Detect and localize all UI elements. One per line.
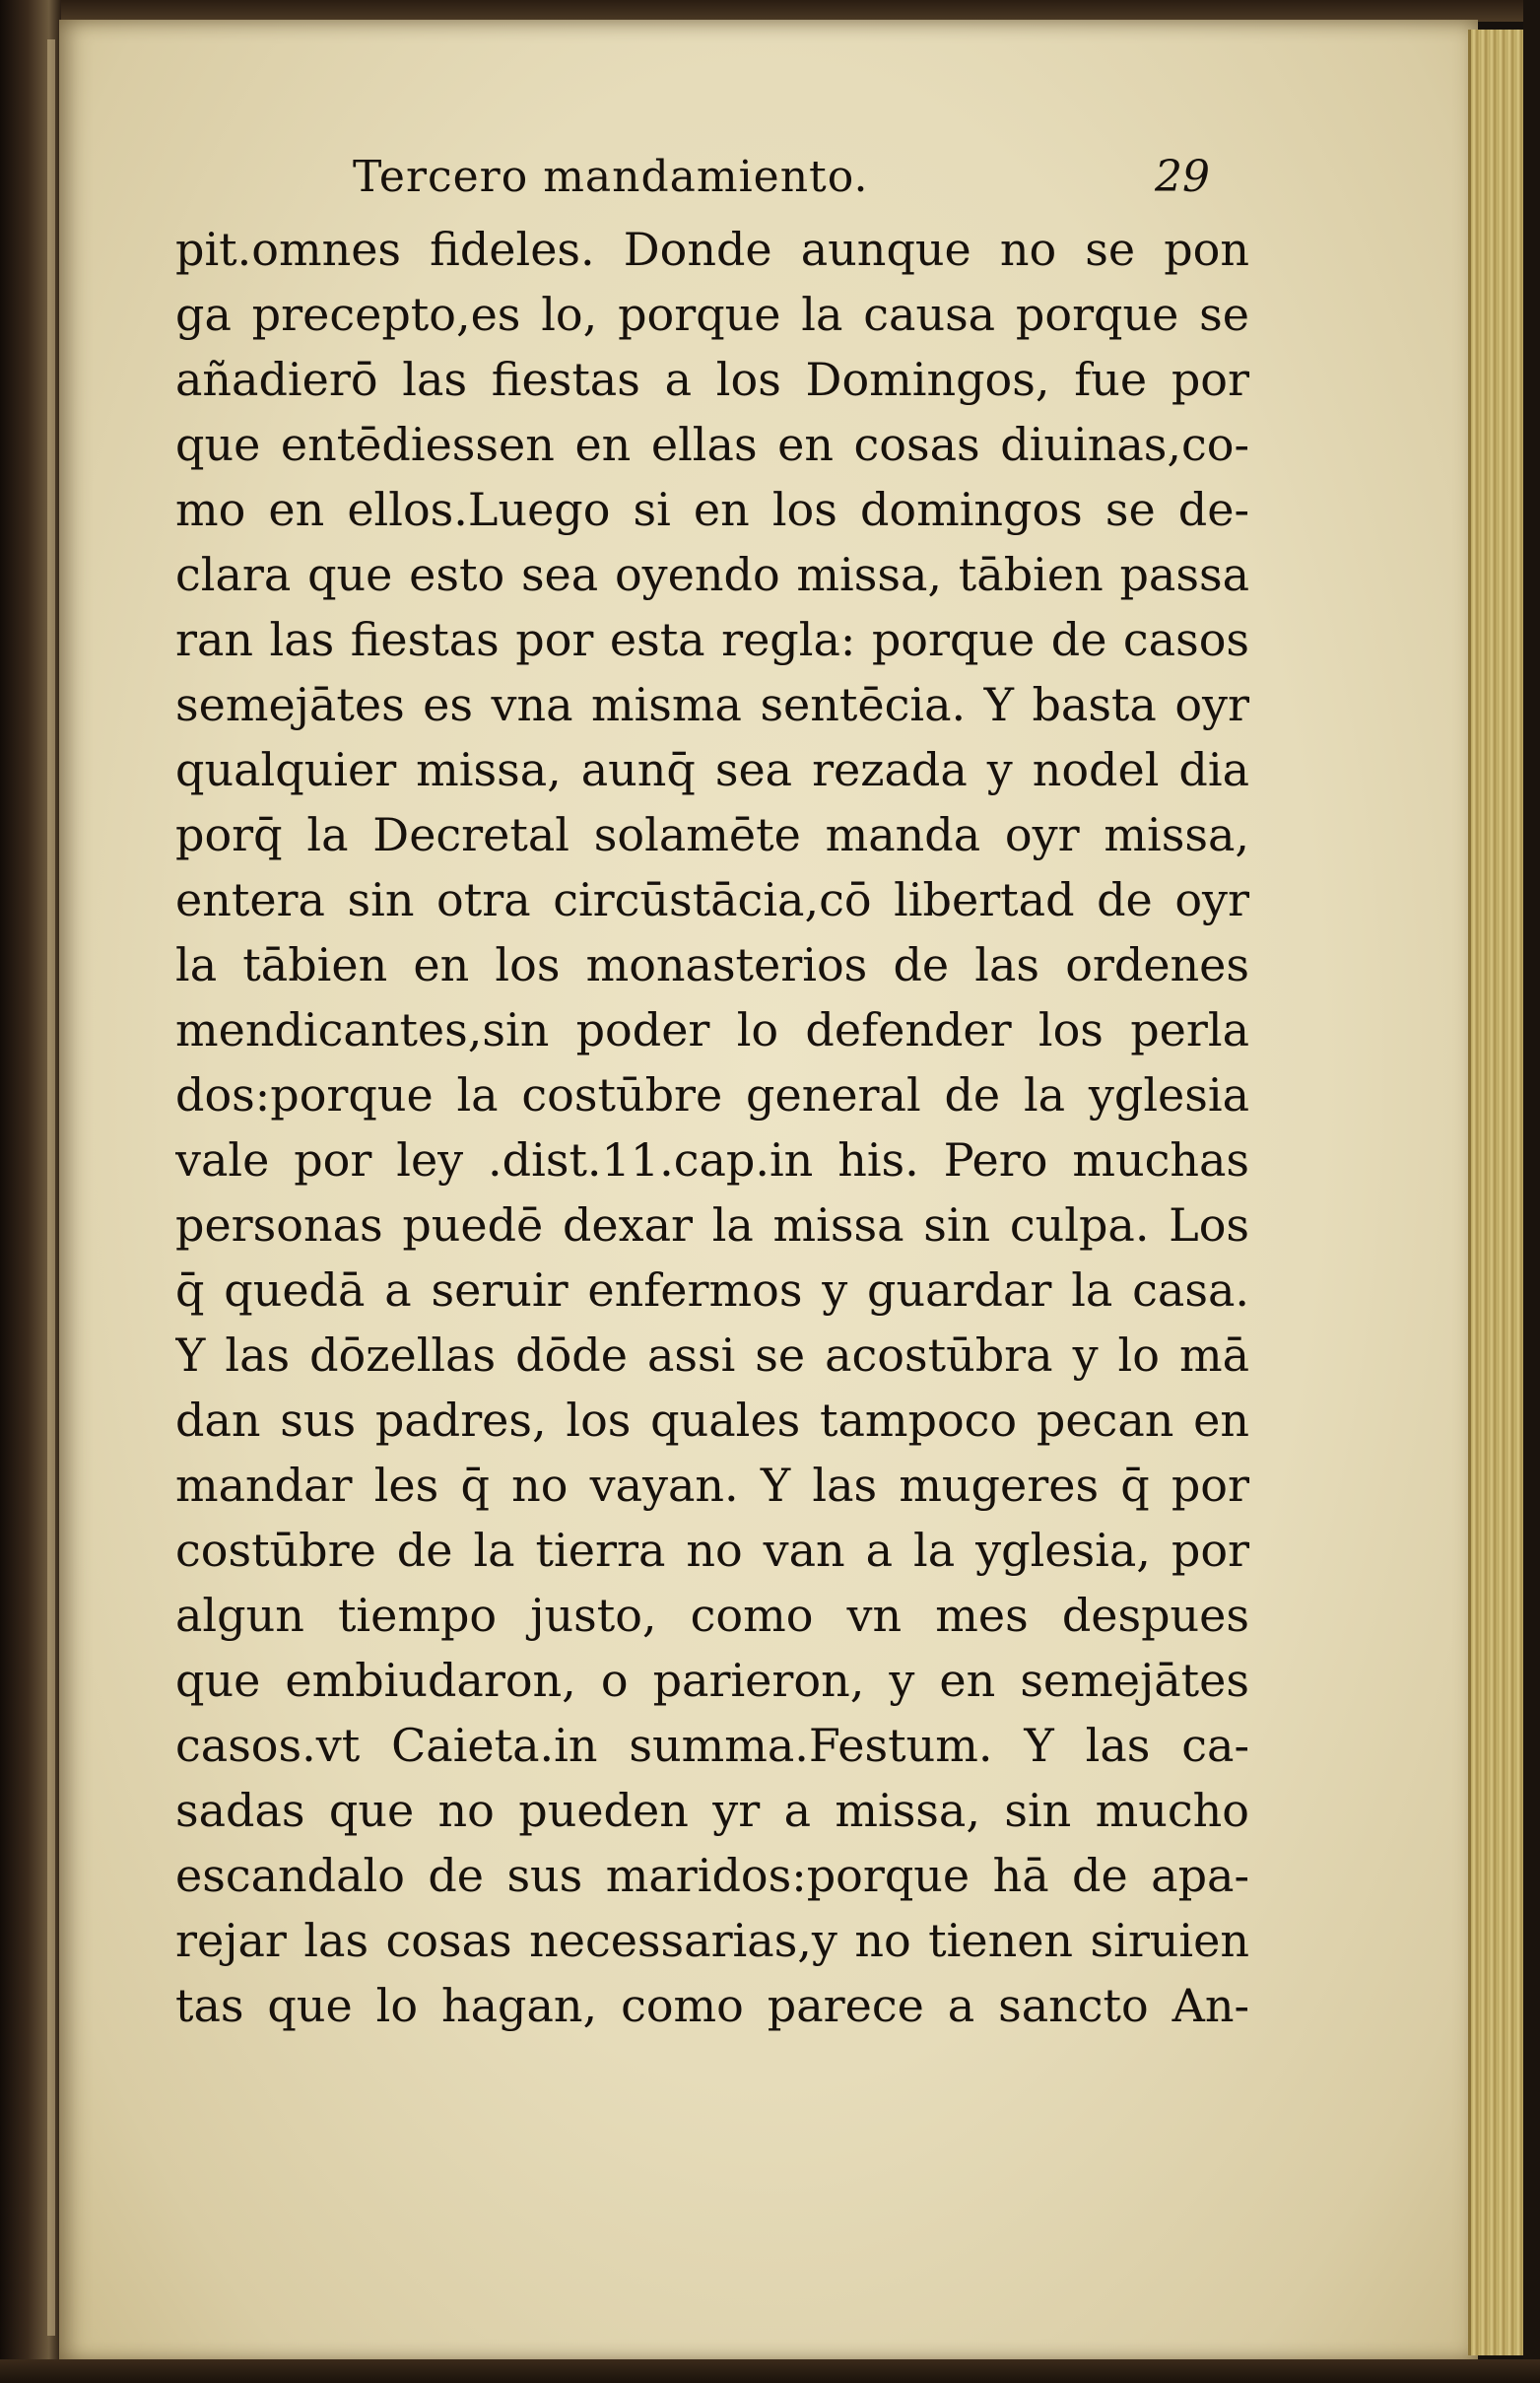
text-block (175, 138, 1249, 2038)
text-line: entera sin otra circūstācia,cō libertad de oyr (175, 873, 1249, 926)
top-background (0, 0, 1540, 22)
body-text (175, 217, 1249, 2038)
text-line: pit.omnes fideles. Donde aunque no se pon (175, 223, 1249, 276)
text-line: escandalo de sus maridos:porque hā de apa- (175, 1849, 1249, 1902)
text-line: que embiudaron, o parieron, y en semejātes (175, 1654, 1249, 1707)
text-line: Y las dōzellas dōde assi se acostūbra y lo mā (175, 1328, 1249, 1382)
text-line: q̄ quedā a seruir enfermos y guardar la casa. (175, 1263, 1249, 1317)
running-head (175, 138, 1249, 217)
text-line: semejātes es vna misma sentēcia. Y basta oyr (175, 678, 1249, 731)
page-stack-edge (1468, 30, 1528, 2355)
text-line: mendicantes,sin poder lo defender los perla (175, 1003, 1249, 1056)
text-line: mandar les q̄ no vayan. Y las mugeres q̄ por (175, 1459, 1249, 1512)
text-line: que entēdiessen en ellas en cosas diuinas,co- (175, 418, 1249, 471)
text-line: añadierō las fiestas a los Domingos, fue por (175, 353, 1249, 406)
text-line: algun tiempo justo, como vn mes despues (175, 1589, 1249, 1642)
text-line: rejar las cosas necessarias,y no tienen siruien (175, 1914, 1249, 1967)
text-line: qualquier missa, aunq̄ sea rezada y nodel dia (175, 743, 1249, 796)
text-line: ran las fiestas por esta regla: porque de casos (175, 613, 1249, 666)
text-line: sadas que no pueden yr a missa, sin mucho (175, 1784, 1249, 1837)
text-line: vale por ley .dist.11.cap.in his. Pero muchas (175, 1133, 1249, 1187)
running-head-title: Tercero mandamiento. (353, 152, 869, 202)
bottom-background (0, 2359, 1540, 2383)
text-line: clara que esto sea oyendo missa, tābien passa (175, 548, 1249, 601)
text-line: tas que lo hagan, como parece a sancto An- (175, 1979, 1249, 2032)
text-line: mo en ellos.Luego si en los domingos se de- (175, 483, 1249, 536)
text-line: la tābien en los monasterios de las ordenes (175, 938, 1249, 991)
text-line: costūbre de la tierra no van a la yglesia, por (175, 1524, 1249, 1577)
right-background (1523, 0, 1540, 2383)
text-line: porq̄ la Decretal solamēte manda oyr missa, (175, 808, 1249, 861)
text-line: dan sus padres, los quales tampoco pecan en (175, 1394, 1249, 1447)
text-line: dos:porque la costūbre general de la yglesia (175, 1068, 1249, 1122)
text-line: ga precepto,es lo, porque la causa porque se (175, 288, 1249, 341)
text-line: casos.vt Caieta.in summa.Festum. Y las ca- (175, 1719, 1249, 1772)
text-line: personas puedē dexar la missa sin culpa. Los (175, 1198, 1249, 1252)
page-number: 29 (1155, 152, 1210, 202)
facing-page-edge (0, 0, 61, 2383)
